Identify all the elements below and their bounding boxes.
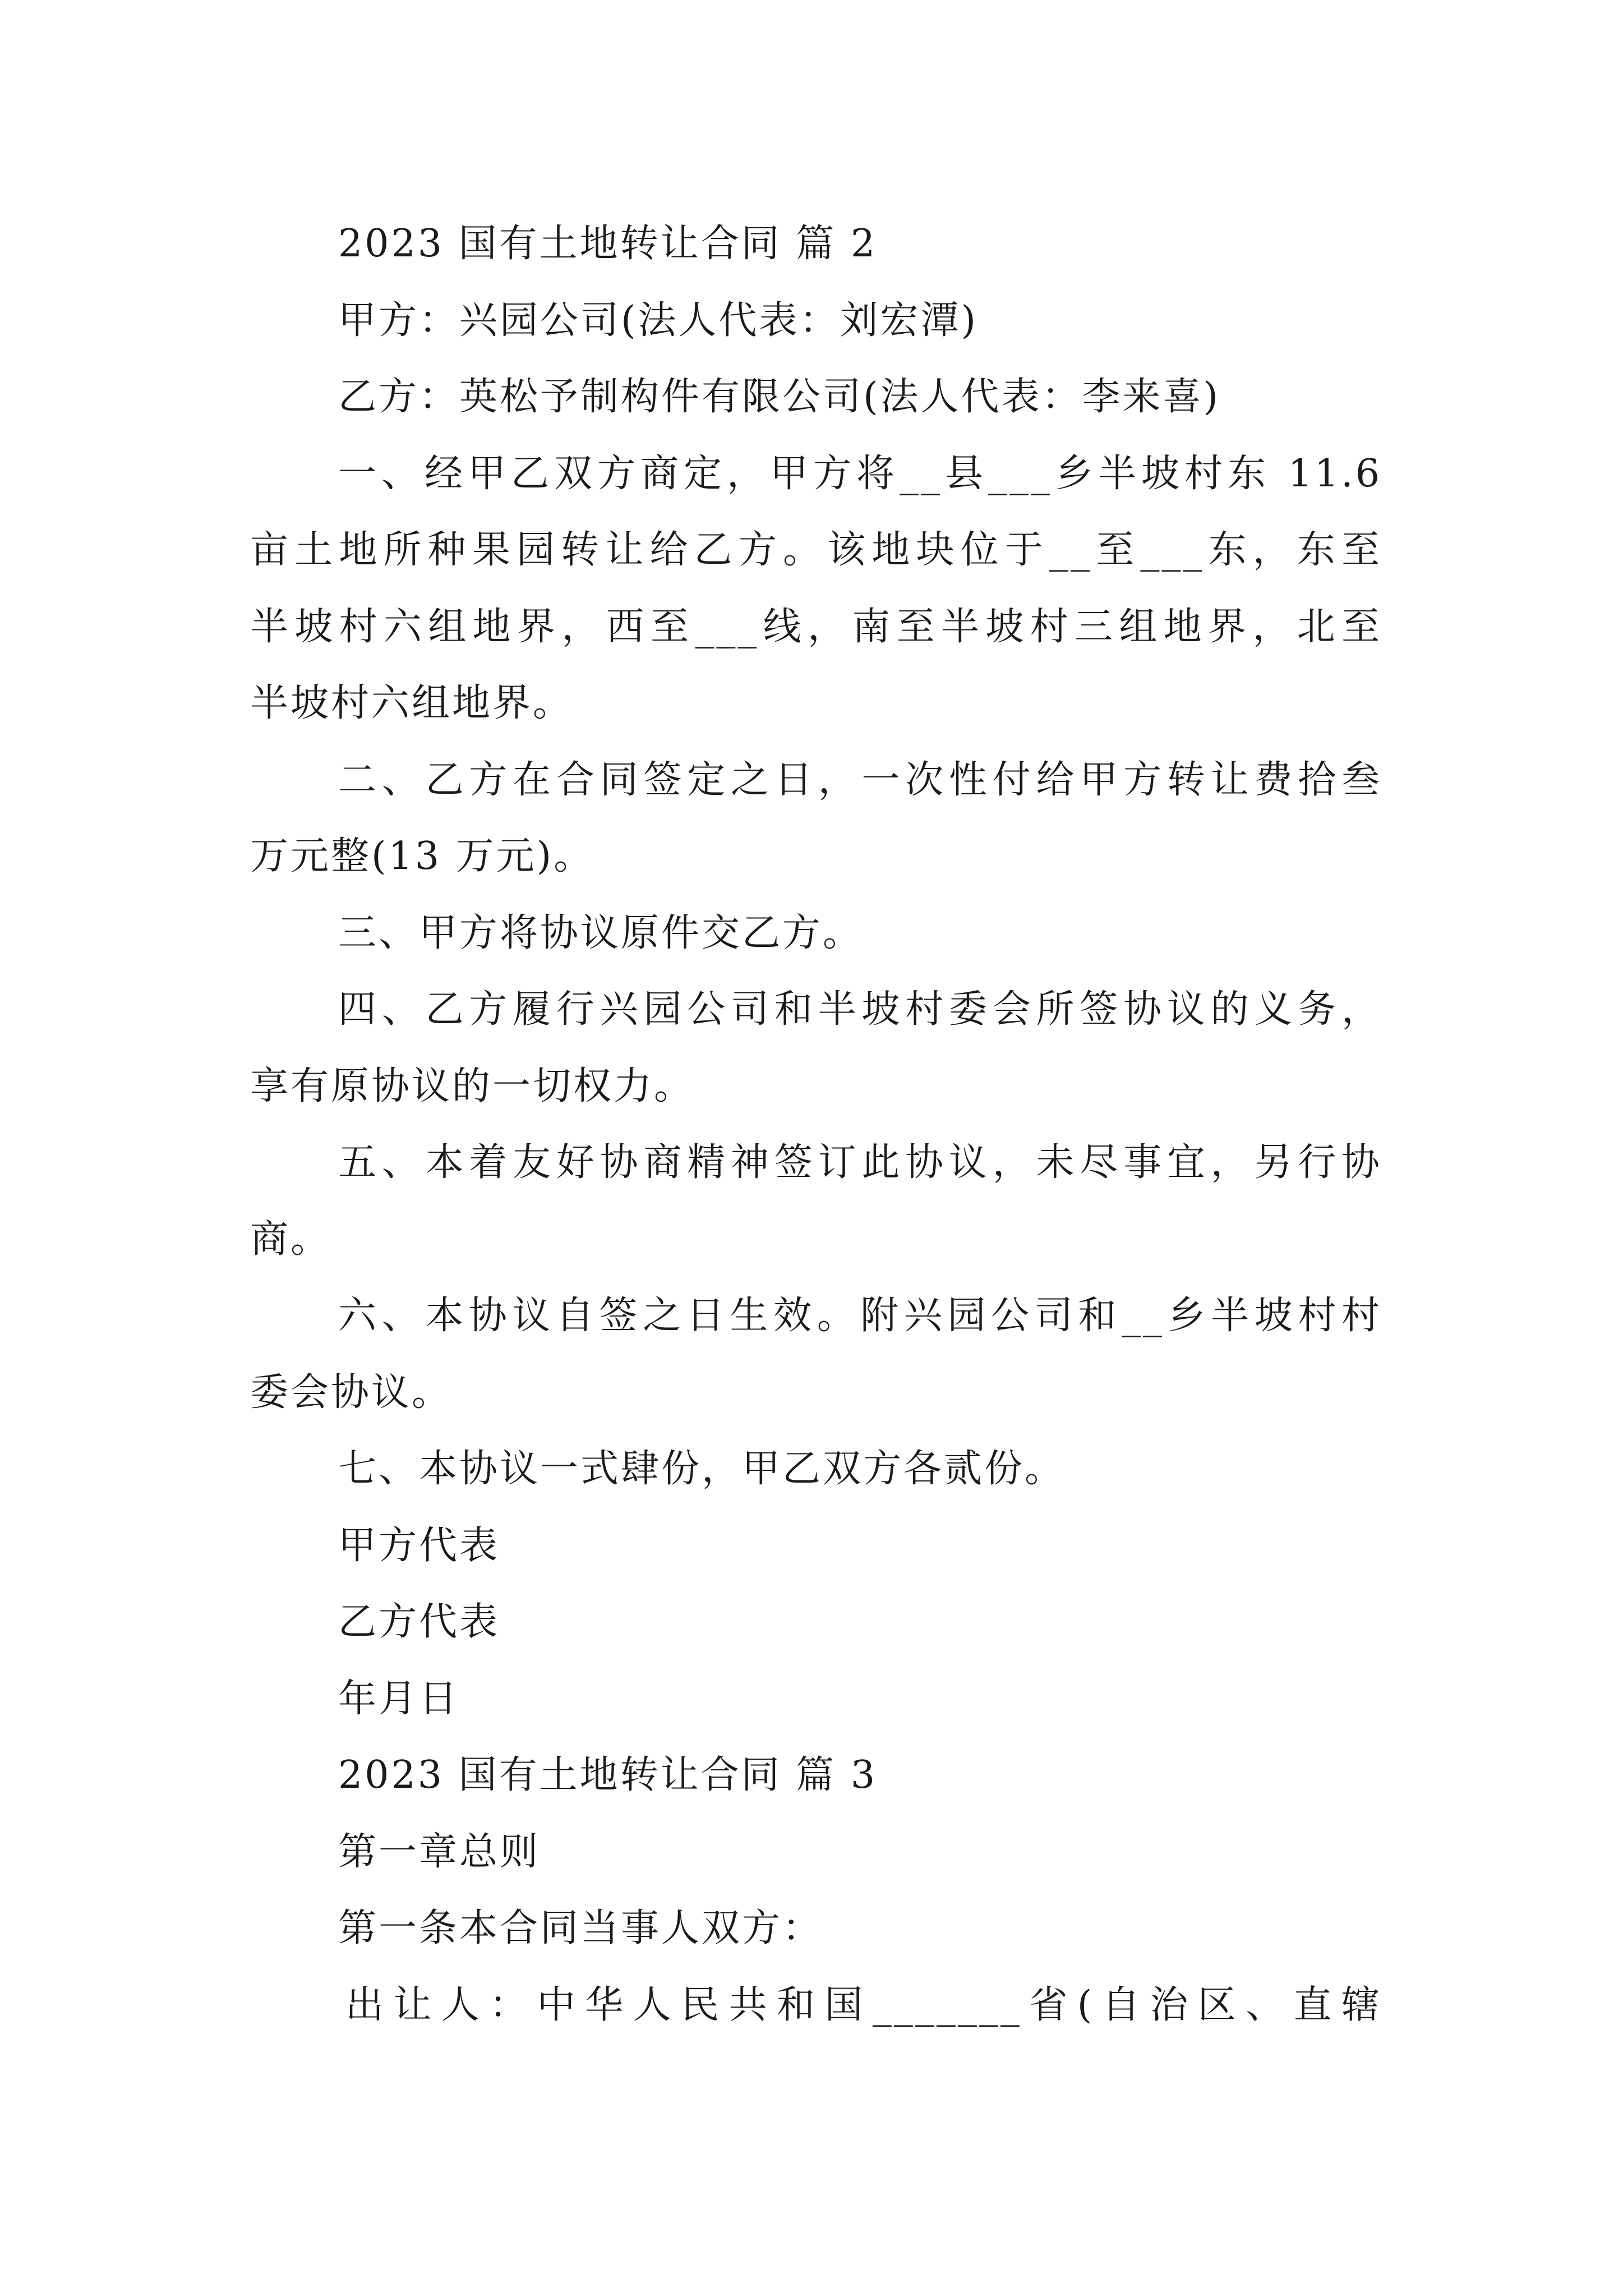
party-b: 乙方：英松予制构件有限公司(法人代表：李来喜) <box>338 375 1221 419</box>
clause-6 <box>250 1278 1382 1431</box>
party-a-representative: 甲方代表 <box>338 1523 500 1568</box>
party-a: 甲方：兴园公司(法人代表：刘宏潭) <box>338 298 979 343</box>
clause-line: 委会协议。 <box>250 1370 453 1415</box>
clause-line: 享有原协议的一切权力。 <box>250 1064 695 1108</box>
clause-line: 商。 <box>250 1217 331 1262</box>
clause-line: 六、本协议自签之日生效。附兴园公司和__乡半坡村村 <box>338 1294 1382 1338</box>
clause-line: 半坡村六组地界。 <box>250 681 574 725</box>
clause-3 <box>250 895 1382 972</box>
clause-line: 半坡村六组地界，西至___线，南至半坡村三组地界，北至 <box>250 604 1382 649</box>
article-1: 第一条本合同当事人双方： <box>338 1906 823 1950</box>
clause-4 <box>250 972 1382 1125</box>
clause-line: 七、本协议一式肆份，甲乙双方各贰份。 <box>338 1447 1066 1491</box>
signature-date: 年月日 <box>338 1676 460 1721</box>
section-3 <box>250 1737 1382 2044</box>
clause-5 <box>250 1125 1382 1278</box>
clause-1 <box>250 436 1382 742</box>
section-title: 2023 国有土地转让合同 篇 3 <box>338 1753 878 1797</box>
clause-7 <box>250 1431 1382 1508</box>
party-b-representative: 乙方代表 <box>338 1600 500 1644</box>
clause-line: 五、本着友好协商精神签订此协议，未尽事宜，另行协 <box>338 1140 1382 1185</box>
section-2 <box>250 206 1382 1737</box>
clause-line: 一、经甲乙双方商定，甲方将__县___乡半坡村东 11.6 <box>338 451 1382 496</box>
clause-line: 二、乙方在合同签定之日，一次性付给甲方转让费拾叁 <box>338 757 1382 802</box>
clause-line: 万元整(13 万元)。 <box>250 834 594 878</box>
clause-line: 亩土地所种果园转让给乙方。该地块位于__至___东，东至 <box>250 528 1382 572</box>
clause-line: 三、甲方将协议原件交乙方。 <box>338 910 864 955</box>
document-body <box>250 206 1382 2044</box>
section-title: 2023 国有土地转让合同 篇 2 <box>338 222 878 266</box>
chapter-heading: 第一章总则 <box>338 1829 541 1874</box>
grantor-line: 出让人：中华人民共和国_______省(自治区、直辖 <box>345 1982 1382 2027</box>
signature-block <box>250 1508 1382 1738</box>
clause-2 <box>250 742 1382 895</box>
clause-line: 四、乙方履行兴园公司和半坡村委会所签协议的义务， <box>338 987 1382 1032</box>
